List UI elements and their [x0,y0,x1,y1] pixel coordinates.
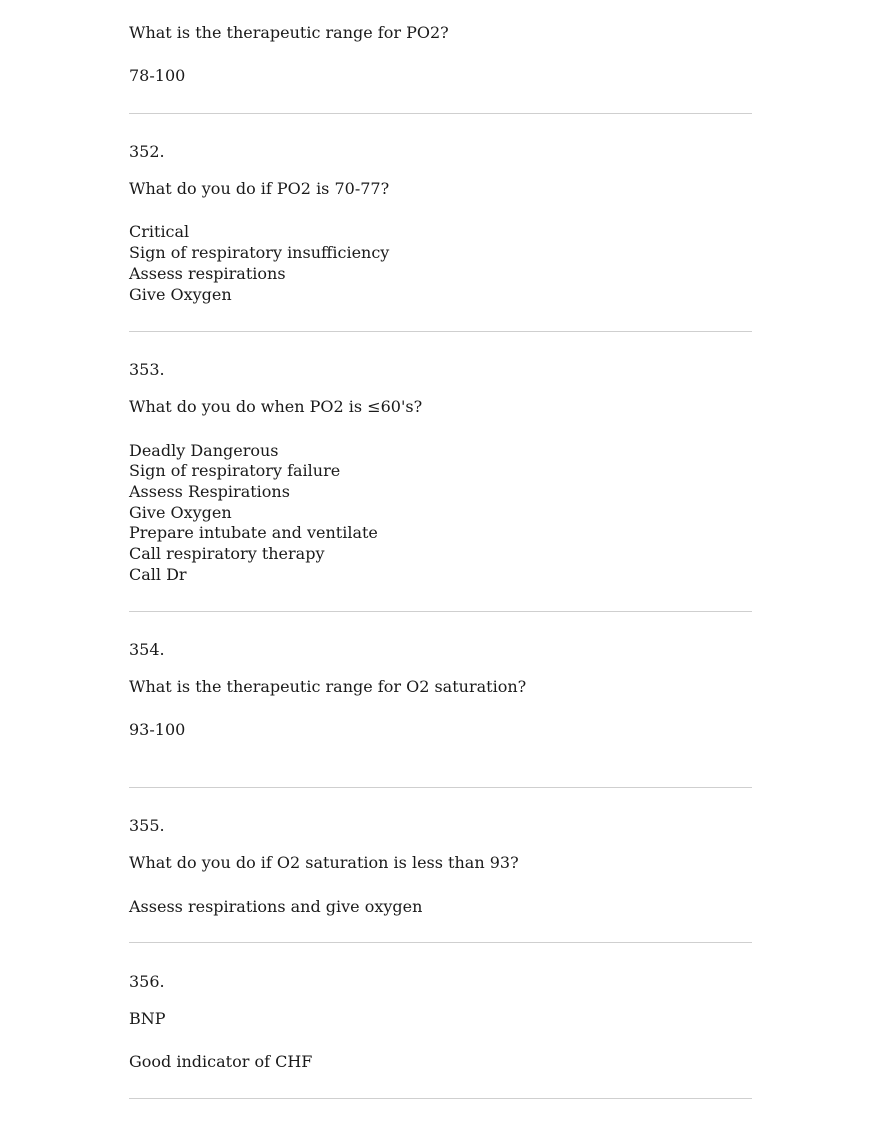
card-number: 354. [129,640,165,659]
card-question: What is the therapeutic range for O2 saturation? [129,677,527,696]
card-answer-line: Deadly Dangerous [129,441,279,460]
card-answer-line: Give Oxygen [129,285,232,304]
card-question: What is the therapeutic range for PO2? [129,23,449,42]
card-question: BNP [129,1009,166,1028]
card-answer-line: Prepare intubate and ventilate [129,523,378,542]
card-number: 353. [129,360,165,379]
card-divider [129,611,752,612]
card-answer-line: Critical [129,222,190,241]
card-question: What do you do if PO2 is 70-77? [129,179,390,198]
card-number: 352. [129,142,165,161]
card-answer-line: Give Oxygen [129,503,232,522]
card-divider [129,331,752,332]
card-number: 356. [129,972,165,991]
card-answer-line: 78-100 [129,66,186,85]
card-question: What do you do if O2 saturation is less than 93? [129,853,519,872]
card-divider [129,1098,752,1099]
card-answer-line: Call respiratory therapy [129,544,325,563]
card-answer-line: Assess Respirations [129,482,290,501]
card-answer-line: Good indicator of CHF [129,1052,313,1071]
card-answer-line: Assess respirations [129,264,286,283]
card-answer-line: Sign of respiratory failure [129,461,341,480]
card-answer-line: Sign of respiratory insufficiency [129,243,390,262]
card-answer-line: 93-100 [129,720,186,739]
card-number: 355. [129,816,165,835]
card-divider [129,113,752,114]
card-divider [129,787,752,788]
card-divider [129,942,752,943]
card-answer-line: Call Dr [129,565,187,584]
card-question: What do you do when PO2 is ≤60's? [129,397,423,416]
card-answer-line: Assess respirations and give oxygen [129,897,423,916]
